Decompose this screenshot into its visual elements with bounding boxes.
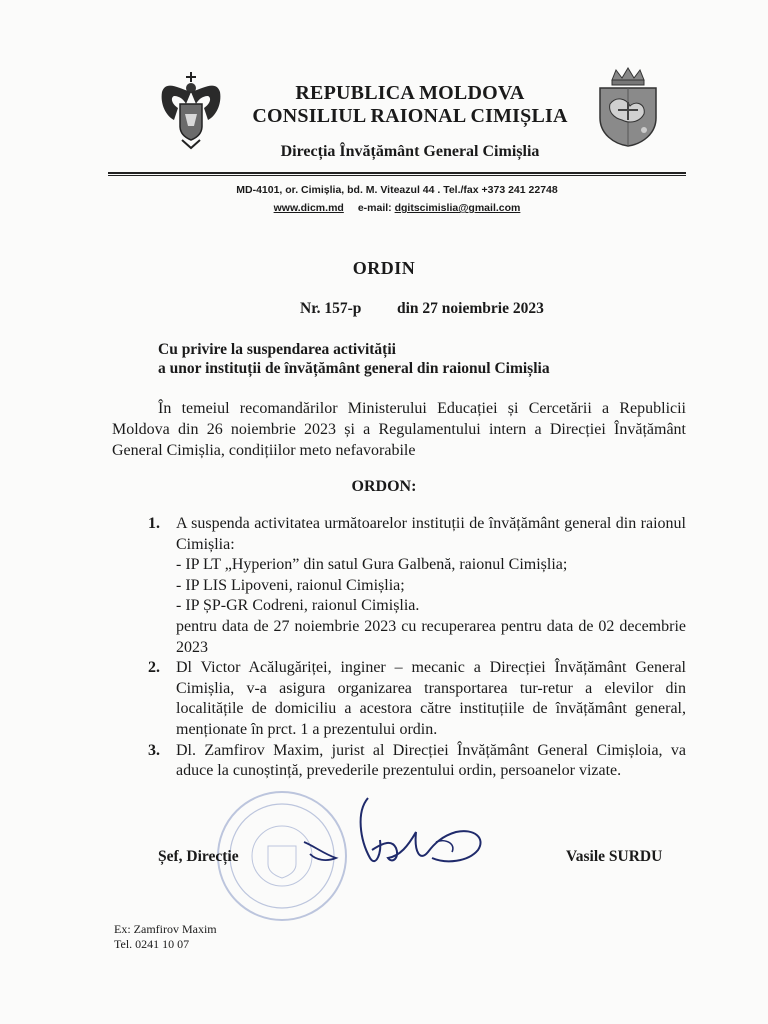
institution-1: - IP LT „Hyperion” din satul Gura Galbenă, raionul Cimișlia; [176, 556, 568, 574]
order-title: ORDIN [352, 258, 416, 278]
contact-line [108, 202, 686, 214]
subject-line-1: Cu privire la suspendarea activității [158, 341, 396, 358]
institution-2: - IP LIS Lipoveni, raionul Cimișlia; [176, 576, 405, 594]
ordon-heading: ORDON: [351, 478, 417, 495]
order-date: din 27 noiembrie 2023 [397, 300, 544, 317]
executor-name: Ex: Zamfirov Maxim [114, 922, 217, 936]
order-number: Nr. 157-p [300, 300, 362, 317]
council-title: CONSILIUL RAIONAL CIMIȘLIA [252, 105, 568, 127]
institution-3: - IP ȘP-GR Codreni, raionul Cimișlia. [176, 597, 420, 615]
email-link[interactable]: dgitscimislia@gmail.com [394, 202, 521, 214]
list-item [148, 514, 686, 658]
address-line: MD-4101, or. Cimișlia, bd. M. Viteazul 44 . Tel./fax +373 241 22748 [236, 184, 558, 196]
department-name: Direcția Învățământ General Cimișlia [280, 143, 540, 160]
signer-name: Vasile SURDU [566, 848, 663, 865]
website-link[interactable]: www.dicm.md [273, 202, 344, 214]
cimislia-coat-of-arms-icon [596, 66, 660, 148]
subject-line-2: a unor instituții de învățământ general din raionul Cimișlia [158, 360, 550, 377]
item-text: Dl Victor Acălugăriței, inginer – mecanic a Direcției Învățământ General Cimișlia, v-a asigura organizarea transportarea tur-retur a elevilor din localitățile de domiciliu a acestora către instituțiile de învățământ general, menționate în prct. 1 a prezentului ordin. [176, 659, 686, 738]
email-label: e-mail: [357, 202, 392, 214]
handwritten-signature-icon [296, 792, 496, 882]
preamble-paragraph: În temeiul recomandărilor Ministerului Educației și Cercetării a Republicii Moldova din 26 noiembrie 2023 și a Regulamentului intern a Direcției Învățământ General Cimișlia, condițiilor meto nefavorabile [112, 400, 686, 459]
moldova-coat-of-arms-icon [158, 70, 224, 150]
list-item [148, 658, 686, 740]
item-number: 3. [148, 741, 160, 759]
order-subject [158, 340, 550, 378]
executor-footer [114, 922, 217, 952]
executor-phone: Tel. 0241 10 07 [114, 937, 190, 951]
item-tail: pentru data de 27 noiembrie 2023 cu recuperarea pentru data de 02 decembrie 2023 [176, 617, 686, 656]
order-items [148, 514, 686, 782]
signer-role: Șef, Direcție [158, 848, 239, 865]
item-text: Dl. Zamfirov Maxim, jurist al Direcției Învățământ General Cimișloia, va aduce la cunoștință, prevederile prezentului ordin, persoanelor vizate. [176, 741, 686, 780]
item-number: 2. [148, 659, 160, 677]
header-divider [108, 172, 686, 176]
country-title: REPUBLICA MOLDOVA [295, 82, 525, 104]
item-number: 1. [148, 515, 160, 532]
list-item [148, 741, 686, 782]
item-text: A suspenda activitatea următoarelor instituții de învățământ general din raionul Cimișlia: [176, 515, 686, 553]
